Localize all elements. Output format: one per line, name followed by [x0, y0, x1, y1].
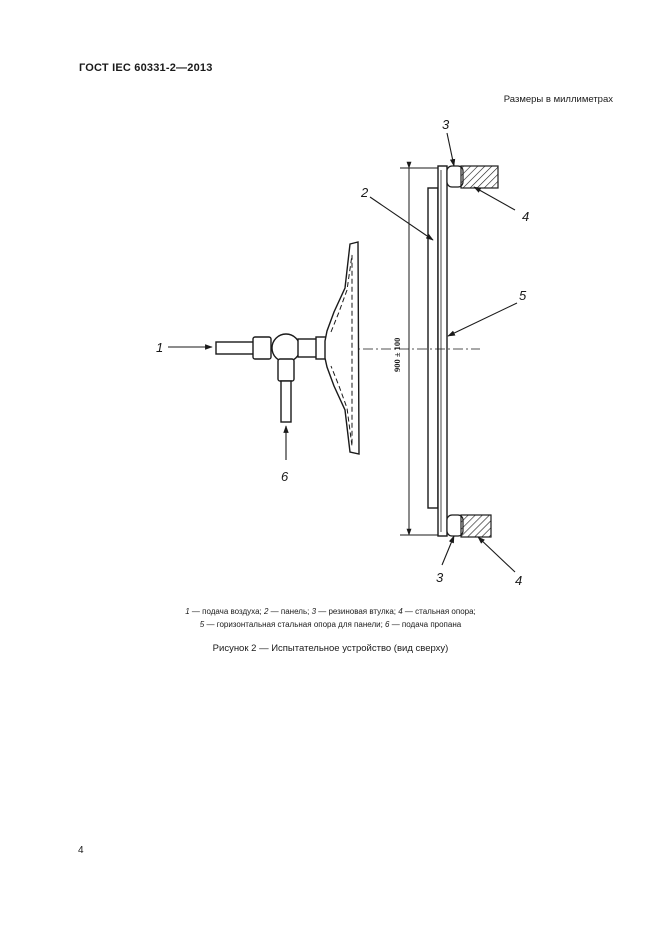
units-note: Размеры в миллиметрах — [503, 94, 613, 105]
callout-2: 2 — [361, 185, 369, 200]
panel-support-bar — [438, 166, 447, 536]
legend-line-2: 5 — горизонтальная стальная опора для панели; 6 — подача пропана — [199, 620, 462, 629]
leader-4-top — [474, 187, 515, 210]
leader-2 — [370, 197, 433, 240]
leader-3-bottom — [442, 536, 454, 565]
leader-3-top — [447, 133, 454, 166]
callout-6: 6 — [281, 469, 289, 484]
panel — [428, 188, 438, 508]
steel-support-top — [461, 166, 498, 188]
figure-legend — [60, 605, 601, 631]
callout-3-bottom: 3 — [436, 570, 444, 585]
leader-5 — [448, 303, 517, 336]
callout-5: 5 — [519, 288, 527, 303]
callout-4-top: 4 — [522, 209, 530, 224]
burner — [216, 242, 359, 454]
leader-4-bottom — [478, 537, 515, 572]
callout-4-bottom: 4 — [515, 573, 523, 588]
figure-caption: Рисунок 2 — Испытательное устройство (вид сверху) — [212, 643, 449, 654]
dimension-label: 900 ± 100 — [392, 337, 402, 372]
steel-support-bottom — [461, 515, 491, 537]
legend-line-1: 1 — подача воздуха; 2 — панель; 3 — резиновая втулка; 4 — стальная опора; — [185, 607, 476, 616]
callout-3-top: 3 — [442, 117, 450, 132]
page-number: 4 — [78, 845, 84, 856]
document-title: ГОСТ IEC 60331-2—2013 — [79, 62, 213, 74]
callout-1: 1 — [156, 340, 164, 355]
